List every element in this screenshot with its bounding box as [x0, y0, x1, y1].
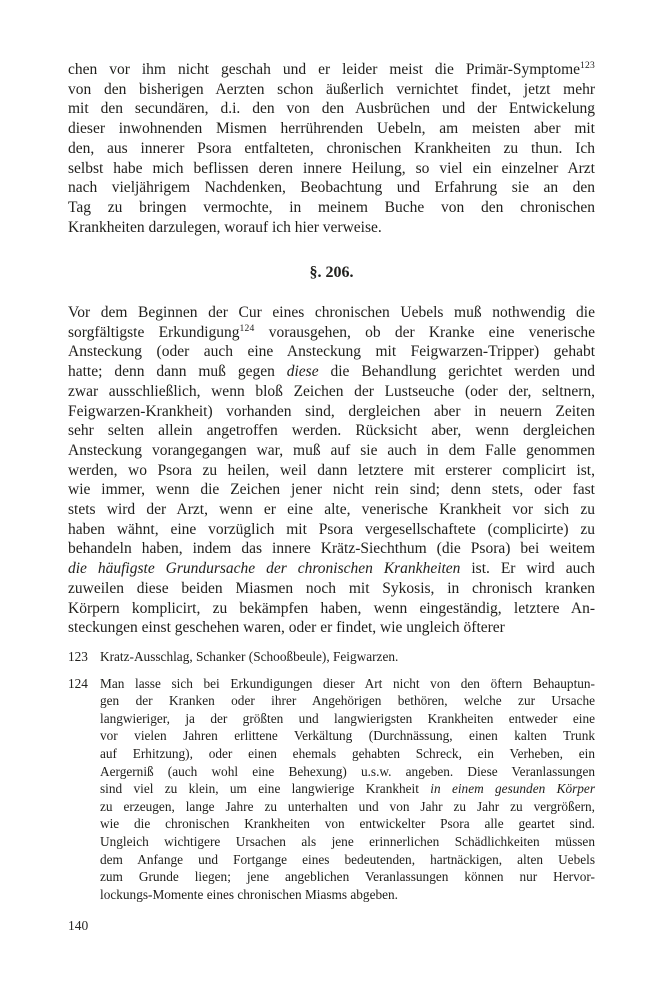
text-line: zu erzeugen, lange Jahre zu unterhalten und von Jahr zu Jahr zu vergrößern,	[100, 798, 595, 814]
section-heading: §. 206.	[309, 264, 354, 281]
text-line: sorgfältigste Erkundigung$^{124}$ vorausgehen, ob der Kranke eine venerische	[68, 322, 595, 341]
text-line: chen vor ihm nicht geschah und er leider meist die Primär-Symptome$^{123}$	[68, 59, 595, 78]
text-line: selbst habe mich beflissen deren innere Heilung, so viel ein einzelner Arzt	[68, 159, 595, 177]
italic-text: in einem gesunden Körper	[430, 781, 595, 797]
text-line: Körpern komplicirt, zu bekämpfen haben, wenn eingeständig, letztere An-	[68, 599, 595, 617]
footnotes-block	[68, 648, 595, 912]
text-line: zum Grunde liegen; jene angeblichen Veranlassungen können nur Hervor-	[100, 869, 595, 885]
text-line: langwieriger, ja der größten und langwierigsten Krankheiten entweder eine	[100, 710, 595, 726]
text-line: Vor dem Beginnen der Cur eines chronischen Uebels muß nothwendig die	[68, 304, 595, 321]
footnote-text	[100, 648, 595, 666]
text-line: dieser inwohnenden Mismen herrührenden Uebeln, am meisten aber mit	[68, 120, 595, 138]
text-line: Aergerniß (auch wohl eine Behexung) u.s.w. angeben. Diese Veranlassungen	[100, 763, 595, 779]
page-number: 140	[68, 918, 89, 933]
footnote-124	[68, 675, 595, 904]
text-line: von den bisherigen Aerzten schon äußerlich vernichtet findet, jetzt mehr	[68, 80, 595, 98]
text-line: Krankheiten darzulegen, worauf ich hier verweise.	[68, 218, 382, 236]
text-line: Kratz-Ausschlag, Schanker (Schooßbeule), Feigwarzen.	[100, 649, 399, 664]
paragraph-continuation	[68, 60, 595, 237]
text-line: Feigwarzen-Krankheit) vorhanden sind, dergleichen aber in neuern Zeiten	[68, 402, 595, 420]
text-line: stets wird der Arzt, wenn er eine alte, venerische Krankheit vor sich zu	[68, 501, 595, 519]
text-line: Ungleich wichtigere Ursachen als jene erinnerlichen Schädlichkeiten müssen	[100, 833, 595, 849]
footnote-123	[68, 648, 595, 666]
text-line: zuweilen diese beiden Miasmen noch mit Sykosis, in chronisch kranken	[68, 579, 595, 597]
text-line: den, aus innerer Psora entfalteten, chronischen Krankheiten zu thun. Ich	[68, 139, 595, 157]
footnote-number: 124	[68, 675, 88, 691]
text-line: steckungen einst geschehen waren, oder er findet, wie ungleich öfterer	[68, 619, 505, 637]
text-line: lockungs-Momente eines chronischen Miasms abgeben.	[100, 886, 398, 902]
text-line: mit den secundären, d.i. den von den Ausbrüchen und der Entwickelung	[68, 100, 595, 118]
footnote-number: 123	[68, 649, 88, 664]
text-line: wie die chronischen Krankheiten von entwickelter Psora alle geartet sind.	[100, 816, 595, 832]
text-line: wie immer, wenn die Zeichen jener nicht rein sind; denn stets, oder fast	[68, 481, 595, 499]
text-line: auf Erhitzung), oder einen ehemals gehabten Schreck, ein Verheben, ein	[100, 745, 595, 761]
footnote-reference: 124	[239, 322, 255, 334]
text-line: Man lasse sich bei Erkundigungen dieser Art nicht von den öftern Behauptun-	[100, 675, 595, 691]
text-line: dem Anfange und Fortgange eines bedeutenden, hartnäckigen, alten Uebels	[100, 851, 595, 867]
text-line: hatte; denn dann muß gegen diese die Behandlung gerichtet werden und	[68, 363, 595, 381]
text-line: vor vielen Jahren erlittene Verkältung (Durchnässung, einen kalten Trunk	[100, 728, 595, 744]
text-line: behandeln haben, indem das innere Krätz-Siechthum (die Psora) bei weitem	[68, 540, 595, 558]
text-line: nach vieljährigem Nachdenken, Beobachtung und Erfahrung sie an den	[68, 179, 595, 197]
footnote-text	[100, 675, 595, 904]
text-line: sind viel zu klein, um eine langwierige Krankheit in einem gesunden Körper	[100, 781, 595, 797]
text-line: Tag zu bringen vermochte, in meinem Buche von den chronischen	[68, 198, 595, 216]
text-line: zwar ausschließlich, wenn bloß Zeichen der Lustseuche (oder der, seltnern,	[68, 382, 595, 400]
text-line: werden, wo Psora zu heilen, weil dann letztere mit ersterer complicirt ist,	[68, 461, 595, 479]
italic-text: diese	[286, 363, 319, 381]
italic-text: die häufigste Grundursache der chronischen Krankheiten	[68, 560, 461, 578]
text-line: sehr selten allein angetroffen werden. Rücksicht aber, wenn dergleichen	[68, 422, 595, 440]
paragraph-206	[68, 303, 595, 638]
text-line: haben wähnt, eine vorzüglich mit Psora vergesellschaftete (complicirte) zu	[68, 520, 595, 538]
text-line: gen der Kranken oder ihrer Angehörigen bethören, welche zur Ursache	[100, 693, 595, 709]
text-line: Ansteckung (oder auch eine Ansteckung mit Feigwarzen-Tripper) gehabt	[68, 343, 595, 361]
text-line: die häufigste Grundursache der chronischen Krankheiten ist. Er wird auch	[68, 560, 595, 578]
text-line: Ansteckung vorangegangen war, muß auf sie auch in dem Falle genommen	[68, 441, 595, 459]
footnote-reference: 123	[580, 59, 595, 71]
